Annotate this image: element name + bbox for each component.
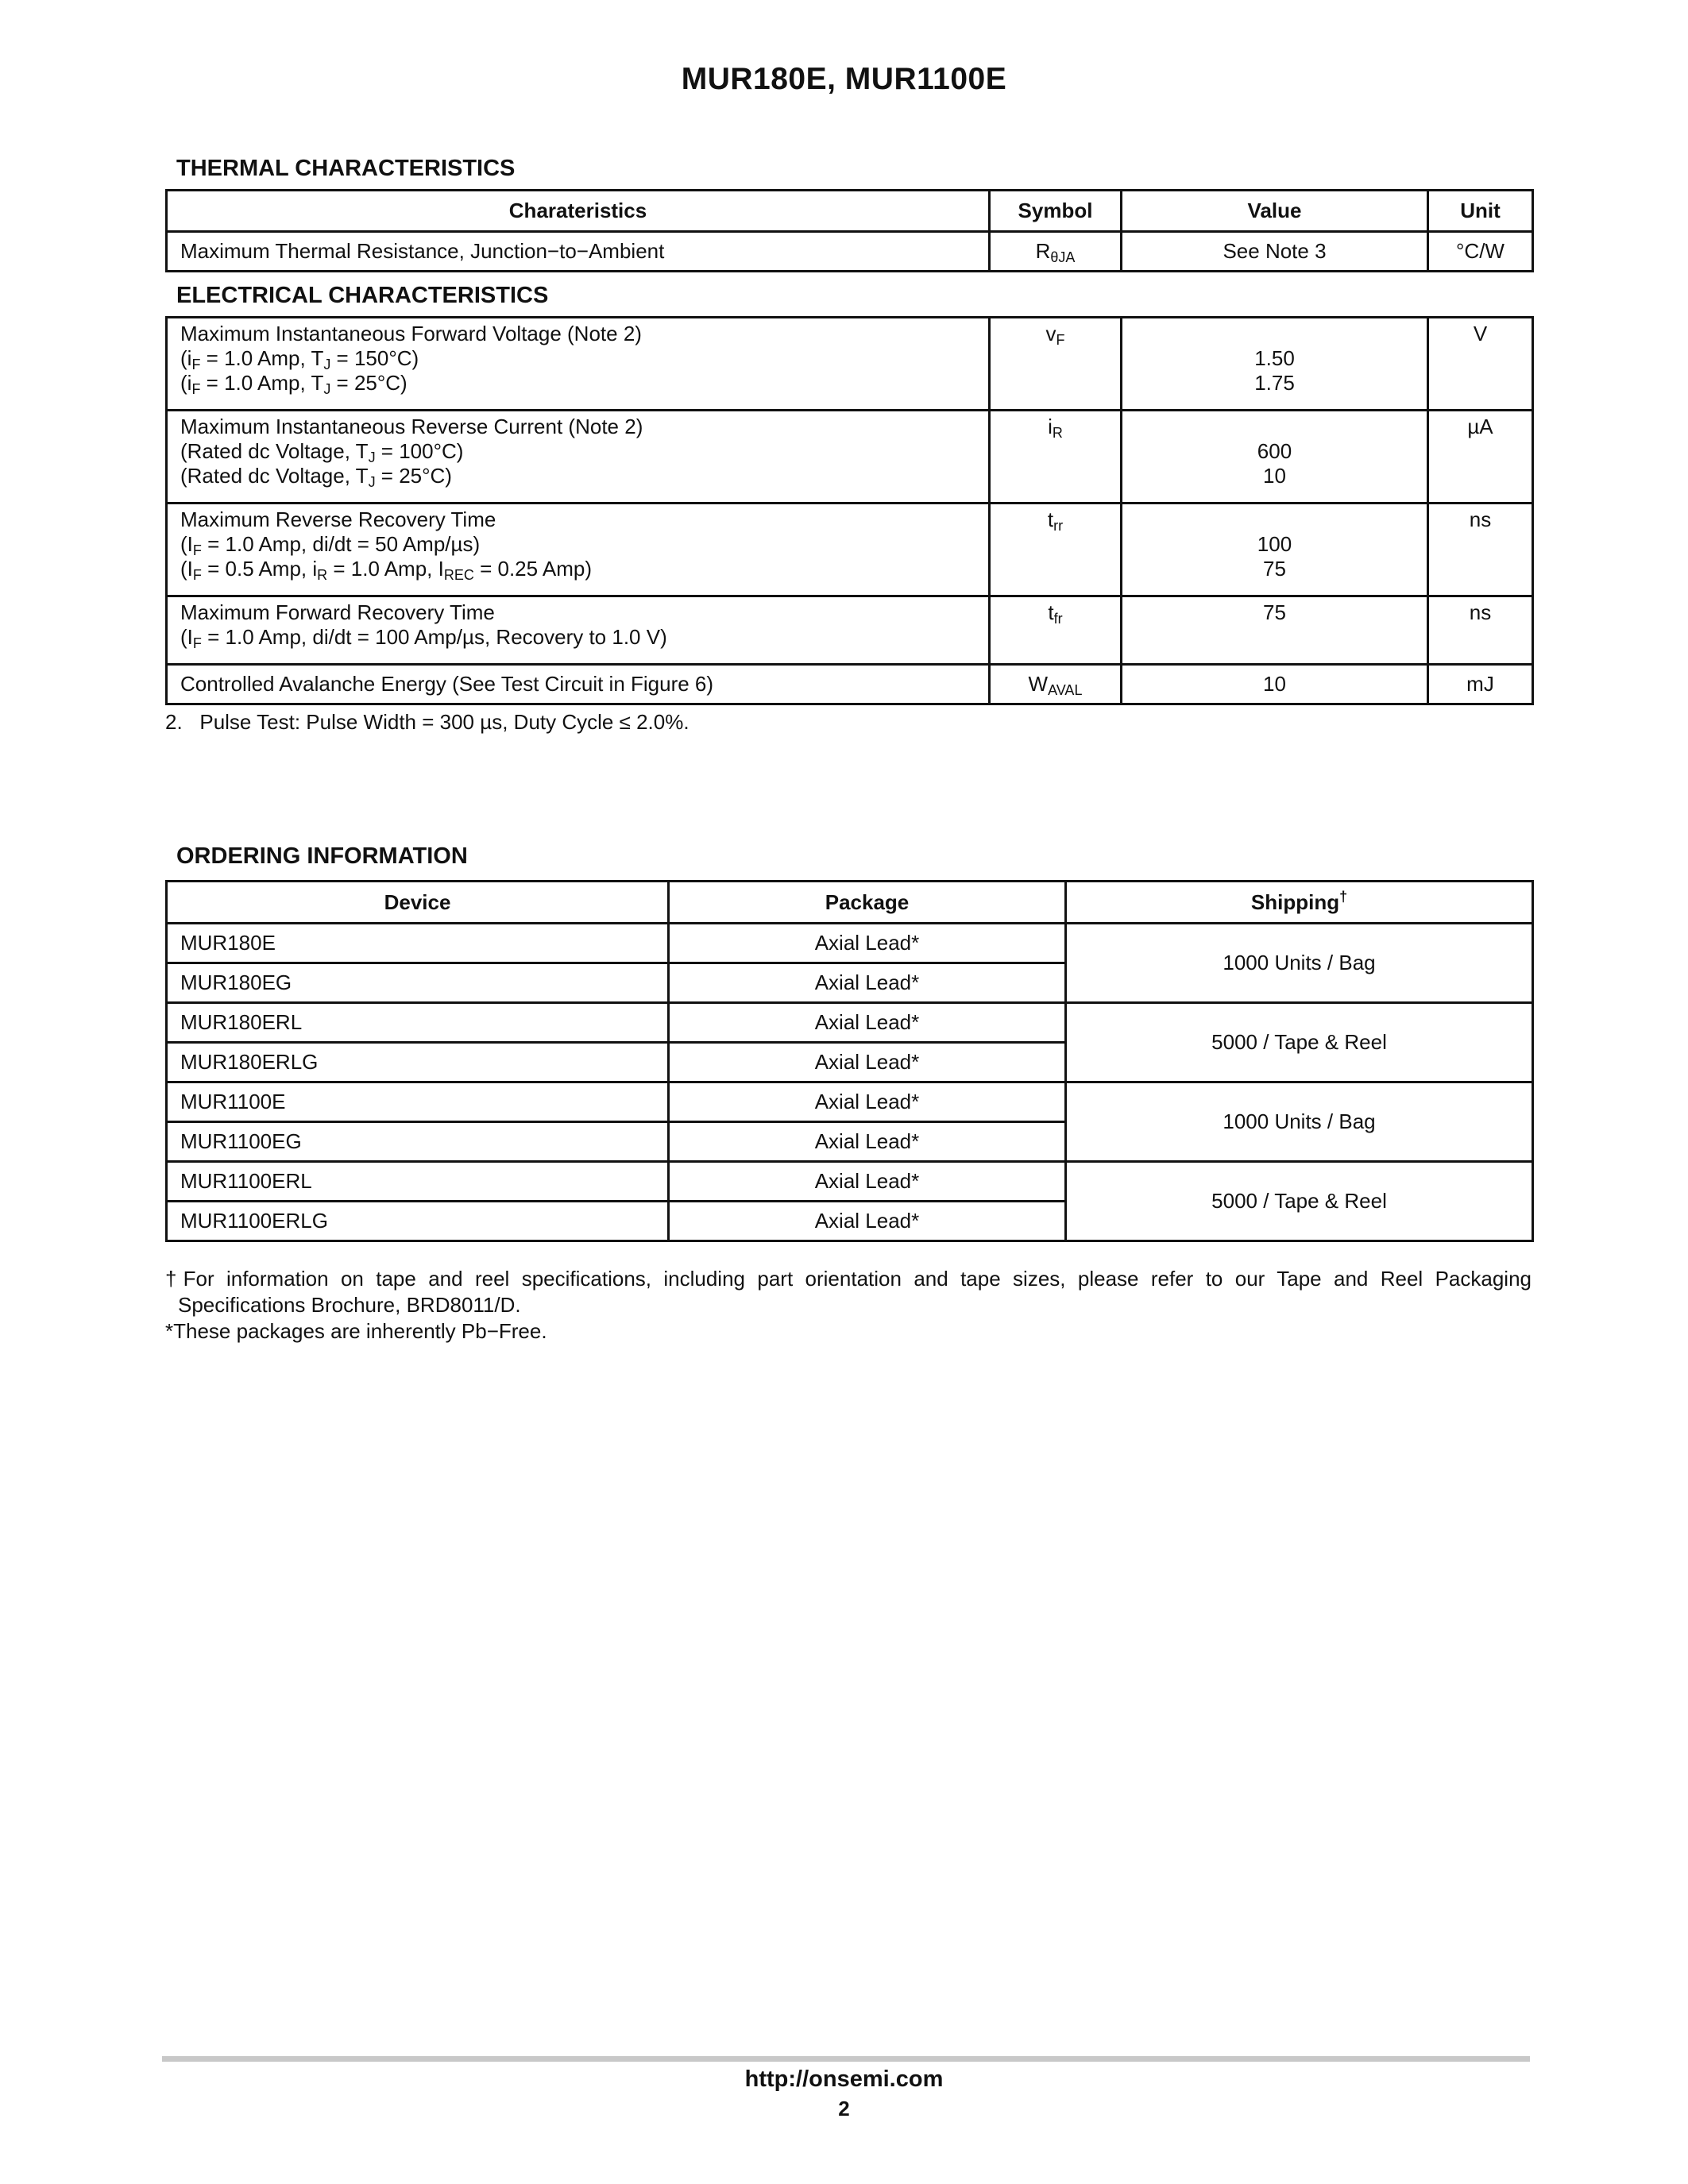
header-package: Package — [669, 882, 1066, 924]
waval-characteristic: Controlled Avalanche Energy (See Test Circuit in Figure 6) — [167, 665, 990, 704]
package-cell: Axial Lead* — [669, 963, 1066, 1003]
thermal-value: See Note 3 — [1122, 232, 1428, 272]
table-row — [167, 232, 1533, 272]
page-title: MUR180E, MUR1100E — [681, 62, 1007, 96]
device-cell: MUR180ERLG — [167, 1043, 669, 1082]
tfr-characteristic: Maximum Forward Recovery Time ($I_F = 1.0$ Amp, di/dt = 100 Amp/µs, Recovery to 1.0 V) — [167, 596, 990, 665]
header-shipping: Shipping† — [1066, 882, 1533, 924]
ir-value: 600 10 — [1122, 411, 1428, 504]
table-row — [167, 411, 1533, 504]
device-cell: MUR1100ERLG — [167, 1202, 669, 1241]
trr-unit: ns — [1428, 504, 1533, 596]
thermal-unit: °C/W — [1428, 232, 1533, 272]
ir-unit: µA — [1428, 411, 1533, 504]
device-cell: MUR180EG — [167, 963, 669, 1003]
tfr-symbol: $t_{fr}$ — [990, 596, 1122, 665]
vf-symbol: $v_F$ — [990, 318, 1122, 411]
footer-url[interactable]: http://onsemi.com — [744, 2066, 944, 2092]
table-row — [167, 1162, 1533, 1202]
header-device: Device — [167, 882, 669, 924]
electrical-section-title: ELECTRICAL CHARACTERISTICS — [176, 283, 549, 308]
table-row — [167, 504, 1533, 596]
tape-reel-note-line2: Specifications Brochure, BRD8011/D. — [178, 1293, 521, 1317]
shipping-cell: 5000 / Tape & Reel — [1066, 1162, 1533, 1241]
shipping-cell: 1000 Units / Bag — [1066, 1082, 1533, 1162]
electrical-table — [165, 316, 1534, 705]
device-cell: MUR180ERL — [167, 1003, 669, 1043]
package-cell: Axial Lead* — [669, 1162, 1066, 1202]
ordering-table — [165, 880, 1534, 1242]
vf-characteristic: Maximum Instantaneous Forward Voltage (Note 2) ($i_F = 1.0$ Amp, $T_J = 150^\circ C$) ($i_F = 1.0$ Amp, $T_J = 25^\circ C$) — [167, 318, 990, 411]
shipping-cell: 5000 / Tape & Reel — [1066, 1003, 1533, 1082]
table-row — [167, 924, 1533, 963]
device-cell: MUR180E — [167, 924, 669, 963]
pulse-test-footnote: 2. Pulse Test: Pulse Width = 300 µs, Duty Cycle ≤ 2.0%. — [165, 710, 689, 734]
tfr-unit: ns — [1428, 596, 1533, 665]
package-cell: Axial Lead* — [669, 1082, 1066, 1122]
package-cell: Axial Lead* — [669, 1003, 1066, 1043]
table-row — [167, 1082, 1533, 1122]
waval-symbol: $W_{AVAL}$ — [990, 665, 1122, 704]
trr-symbol: $t_{rr}$ — [990, 504, 1122, 596]
package-cell: Axial Lead* — [669, 1122, 1066, 1162]
header-symbol: Symbol — [990, 191, 1122, 232]
header-value: Value — [1122, 191, 1428, 232]
table-row — [167, 596, 1533, 665]
table-row — [167, 318, 1533, 411]
vf-value: 1.50 1.75 — [1122, 318, 1428, 411]
waval-unit: mJ — [1428, 665, 1533, 704]
footer-divider — [162, 2056, 1530, 2062]
package-cell: Axial Lead* — [669, 1043, 1066, 1082]
shipping-cell: 1000 Units / Bag — [1066, 924, 1533, 1003]
device-cell: MUR1100EG — [167, 1122, 669, 1162]
header-unit: Unit — [1428, 191, 1533, 232]
ir-symbol: $i_R$ — [990, 411, 1122, 504]
pb-free-note: *These packages are inherently Pb−Free. — [165, 1319, 547, 1343]
thermal-symbol: $R_{\theta JA}$ — [990, 232, 1122, 272]
table-row — [167, 1003, 1533, 1043]
thermal-table — [165, 189, 1534, 272]
trr-value: 100 75 — [1122, 504, 1428, 596]
tape-reel-note-line1: †For information on tape and reel specifications, including part orientation and tape sizes, please refer to our Tape and Reel Packaging — [165, 1267, 1532, 1291]
header-characteristics: Charateristics — [167, 191, 990, 232]
tfr-value: 75 — [1122, 596, 1428, 665]
thermal-characteristic: Maximum Thermal Resistance, Junction−to−Ambient — [167, 232, 990, 272]
table-row — [167, 665, 1533, 704]
thermal-section-title: THERMAL CHARACTERISTICS — [176, 156, 516, 181]
device-cell: MUR1100E — [167, 1082, 669, 1122]
waval-value: 10 — [1122, 665, 1428, 704]
device-cell: MUR1100ERL — [167, 1162, 669, 1202]
page-number: 2 — [838, 2097, 850, 2120]
ordering-section-title: ORDERING INFORMATION — [176, 843, 468, 869]
package-cell: Axial Lead* — [669, 1202, 1066, 1241]
ir-characteristic: Maximum Instantaneous Reverse Current (Note 2) (Rated dc Voltage, $T_J = 100^\circ C$) (Rated dc Voltage, $T_J = 25^\circ C$) — [167, 411, 990, 504]
trr-characteristic: Maximum Reverse Recovery Time ($I_F = 1.0$ Amp, di/dt = 50 Amp/µs) ($I_F = 0.5$ Amp, $i_R = 1.0$ Amp, $I_{REC} = 0.25$ Amp) — [167, 504, 990, 596]
vf-unit: V — [1428, 318, 1533, 411]
package-cell: Axial Lead* — [669, 924, 1066, 963]
